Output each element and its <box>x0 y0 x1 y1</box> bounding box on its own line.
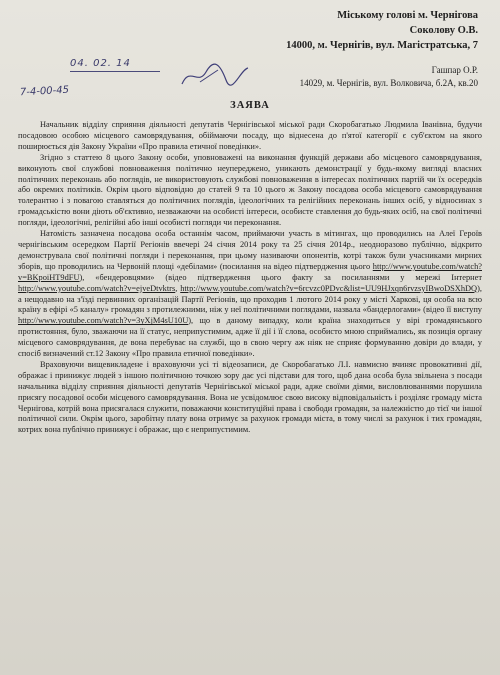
sender-block <box>300 64 478 90</box>
paragraph-3-text-5: ), що в даному випадку, коли країна знаходиться у вірі громадянського протистояння, було, зважаючи на її статус, неприпустимим, адже її дії і її слова, особисто мною сприймались, як позиція органу місцевого самоврядування, де вона перебуває на службі, що в свою чергу аж ніяк не сприяє формуванню довіри до влади, у спосіб визначений ст.12 Закону «Про правила етичної поведінки». <box>18 316 482 359</box>
paragraph-3-text: Натомість зазначена посадова особа останнім часом, приймаючи участь в мітингах, що проводились на Алеї Героїв чернігівським осередком Партії Регіонів ввечері 24 січня 2014 року та 25 січня 2014р., неодноразово публічно, відкрито демонструвала свої політичні погляди і переконання, при цьому називаючи опонентів, котрі також були учасниками мирних зборів, що проводились на Червоній площі «дебілами» (посилання на відео підтвердження цього <box>18 229 482 271</box>
paragraph-1: Начальник відділу сприяння діяльності депутатів Чернігівської міської ради Скоробагатько Людмила Іванівна, будучи посадовою особою місцевого самоврядування, обіймаючи посаду, що віднесена до п'ятої категорії є суб'єктом на якого поширюється дія Закону України «Про правила етичної поведінки». <box>18 120 482 151</box>
paragraph-4: Враховуючи вищевикладене і враховуючи усі ті відеозаписи, де Скоробагатько Л.І. навмисно вчиняє провокативні дії, ображає і принижує людей з іншою політичною точкою зору дає усі підстави для того, щоб дана особа була звільнена з посади начальника відділу сприяння діяльності депутатів Чернігівської міської ради, адже своїми діями, висловлюваннями порушила присягу посадової особи місцевого самоврядування. Вона не усвідомлює свою високу відповідальність і розділяє громаду міста Чернігова, котрій вона присягалася служити, поважаючи конституційні права і свободи громадян, за належністю до тієї чи іншої політичної сили. Окрім цього, заробітну плату вона отримує за рахунок громади міста, в тому числі за рахунок і тих громадян, котрих вона публічно принижує і ображає, що є неприпустимим. <box>18 359 482 435</box>
addressee-block <box>286 8 478 53</box>
stamp-date: 04. 02. 14 <box>70 58 131 69</box>
document-body <box>18 120 482 436</box>
paragraph-3-text-3: , <box>175 283 181 293</box>
handwritten-signature-icon <box>180 62 250 90</box>
paragraph-3-text-2: ), «бендеровцями» (відео підтвердження цього факту за посиланнями у мережі Інтернет <box>79 272 482 282</box>
video-link-4[interactable]: http://www.youtube.com/watch?v=3yXjM4sU10U <box>18 316 189 326</box>
registration-stamp <box>70 58 150 78</box>
video-link-2[interactable]: http://www.youtube.com/watch?v=ejveDtvktrs <box>18 283 176 293</box>
document-title: ЗАЯВА <box>230 100 270 111</box>
paragraph-3 <box>18 229 482 360</box>
video-link-3[interactable]: http://www.youtube.com/watch?v=6rcvzc0PDvc&list=UU9HJxqn6rvzsyIBwoDSXhDQ <box>180 283 478 293</box>
sender-name: Гашпар О.Р. <box>431 65 478 75</box>
paragraph-2: Згідно з статтею 8 цього Закону особи, уповноважені на виконання функцій держави або місцевого самоврядування, виконують свої службові повноваження політично неупереджено, уникають демонстрації у будь-якому вигляді власних політичних переконань або поглядів, не використовують службові повноваження в інтересах політичних партій чи їх осередків або окремих політиків. Окрім цього відповідно до статей 9 та 10 цього ж Закону посадова особа місцевого самоврядування толерантно і з повагою ставляться до політичних поглядів, ідеологічних та релігійних переконань інших осіб, у відносинах з громадськістю вони діють об'єктивно, незважаючи на особисті інтереси, особисте ставлення до будь-яких осіб, на свої політичні погляди, ідеологічні, релігійні або інші особисті погляди чи переконання. <box>18 152 482 228</box>
addressee-name: Соколову О.В. <box>409 25 478 36</box>
registration-number: 7-4-00-45 <box>19 84 70 99</box>
video-link-1[interactable]: http://www.youtube.com/watch?v=BKpoiHT9dFU <box>18 261 482 282</box>
addressee-address: 14000, м. Чернігів, вул. Магістратська, 7 <box>286 40 478 51</box>
stamp-underline <box>70 71 160 72</box>
sender-address: 14029, м. Чернігів, вул. Волковича, б.2А, кв.20 <box>299 78 478 88</box>
paragraph-3-text-4: ), а нещодавно на з'їзді первинних організацій Партії Регіонів, що проходив 1 лютого 2014 року у місті Харкові, ця особа на всю країну в ефірі «5 каналу» громадян з протилежними, ніж у неї політичними поглядами, назвала «бандерлогами» (відео її виступу <box>18 283 482 315</box>
addressee-title: Міському голові м. Чернігова <box>337 10 478 21</box>
